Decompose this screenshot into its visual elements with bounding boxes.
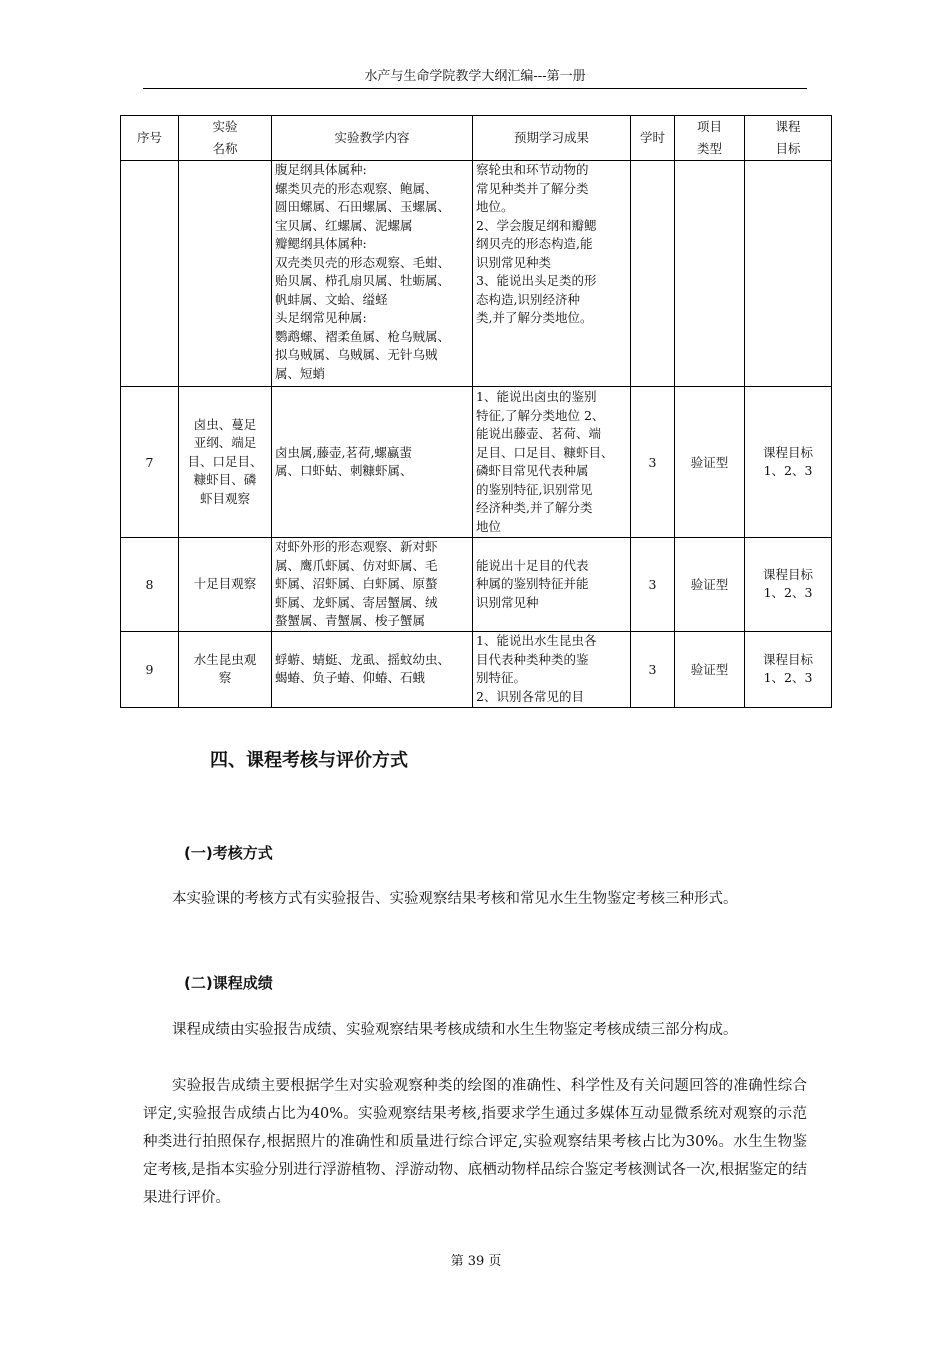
paragraph-grade-details: 实验报告成绩主要根据学生对实验观察种类的绘图的准确性、科学性及有关问题回答的准确性综合评定,实验报告成绩占比为40%。实验观察结果考核,指要求学生通过多媒体互动显微系统对观察的示范种类进行拍照保存,根据照片的准确性和质量进行综合评定,实验观察结果考核占比为30%。水生生物鉴定考核,是指本实验分别进行浮游植物、浮游动物、底栖动物样品综合鉴定考核测试各一次,根据鉴定的结果进行评价。 (143, 1078, 807, 1206)
cell-name: 十足目观察 (179, 538, 272, 632)
cell-content: 对虾外形的形态观察、新对虾 属、鹰爪虾属、仿对虾属、毛 虾属、沼虾属、白虾属、原螯 虾属、龙虾属、寄居蟹属、绒 螯蟹属、青蟹属、梭子蟹属 (272, 538, 473, 632)
header-content: 实验教学内容 (272, 116, 473, 161)
cell-content: 腹足纲具体属种: 螺类贝壳的形态观察、鲍属、 圆田螺属、石田螺属、玉螺属、 宝贝属、红螺属、泥螺属 瓣鳃纲具体属种: 双壳类贝壳的形态观察、毛蚶、 贻贝属、栉孔扇贝属、牡蛎属、 帆蚌属、文蛤、缢蛏 头足纲常见种属: 鹦鹉螺、褶柔鱼属、枪乌贼属、 拟乌贼属、乌贼属、无针乌贼 属、短蛸 (272, 161, 473, 387)
cell-outcome: 1、能说出水生昆虫各 目代表种类种类的鉴 别特征。 2、识别各常见的目 (473, 631, 631, 707)
cell-outcome: 1、能说出卤虫的鉴别 特征,了解分类地位 2、 能说出藤壶、茗荷、端 足目、口足目、糠虾目、 磷虾目常见代表种属 的鉴别特征,识别常见 经济种类,并了解分类 地位 (473, 387, 631, 538)
header-goal: 课程 目标 (745, 116, 832, 161)
table-row (121, 631, 832, 707)
paragraph-grades: 课程成绩由实验报告成绩、实验观察结果考核成绩和水生生物鉴定考核成绩三部分构成。 (172, 1022, 738, 1038)
header-name: 实验 名称 (179, 116, 272, 161)
cell-type: 验证型 (675, 538, 745, 632)
cell-outcome: 察轮虫和环节动物的 常见种类并了解分类 地位。 2、学会腹足纲和瓣鳃 纲贝壳的形态构造,能 识别常见种类 3、能说出头足类的形 态构造,识别经济种 类,并了解分类地位。 (473, 161, 631, 387)
cell-name (179, 161, 272, 387)
cell-name: 卤虫、蔓足 亚纲、端足 目、口足目、 糠虾目、磷 虾目观察 (179, 387, 272, 538)
cell-name: 水生昆虫观 察 (179, 631, 272, 707)
table-row (121, 161, 832, 387)
cell-no: 9 (121, 631, 179, 707)
cell-goal: 课程目标 1、2、3 (745, 387, 832, 538)
table-row (121, 387, 832, 538)
subsection-title-assessment: (一)考核方式 (184, 844, 273, 862)
table-header-row (121, 116, 832, 161)
cell-goal: 课程目标 1、2、3 (745, 538, 832, 632)
cell-outcome: 能说出十足目的代表 种属的鉴别特征并能 识别常见种 (473, 538, 631, 632)
cell-goal (745, 161, 832, 387)
page-number: 第 39 页 (450, 1254, 502, 1269)
header-type: 项目 类型 (675, 116, 745, 161)
header-no: 序号 (121, 116, 179, 161)
experiment-table (120, 115, 832, 708)
cell-no (121, 161, 179, 387)
cell-hours: 3 (631, 538, 675, 632)
paragraph-assessment: 本实验课的考核方式有实验报告、实验观察结果考核和常见水生生物鉴定考核三种形式。 (172, 891, 738, 907)
cell-content: 卤虫属,藤壶,茗荷,螺蠃蜚 属、口虾蛄、刺糠虾属、 (272, 387, 473, 538)
cell-type (675, 161, 745, 387)
cell-type: 验证型 (675, 631, 745, 707)
header-hours: 学时 (631, 116, 675, 161)
subsection-title-grades: (二)课程成绩 (184, 974, 273, 992)
cell-content: 蜉蝣、蜻蜓、龙虱、摇蚊幼虫、 蝎蝽、负子蝽、仰蝽、石蛾 (272, 631, 473, 707)
page-header: 水产与生命学院教学大纲汇编---第一册 (364, 69, 586, 84)
cell-goal: 课程目标 1、2、3 (745, 631, 832, 707)
section-title: 四、课程考核与评价方式 (210, 750, 408, 771)
cell-hours (631, 161, 675, 387)
header-rule (143, 88, 807, 89)
header-outcome: 预期学习成果 (473, 116, 631, 161)
cell-hours: 3 (631, 387, 675, 538)
cell-hours: 3 (631, 631, 675, 707)
cell-type: 验证型 (675, 387, 745, 538)
cell-no: 7 (121, 387, 179, 538)
table-row (121, 538, 832, 632)
cell-no: 8 (121, 538, 179, 632)
